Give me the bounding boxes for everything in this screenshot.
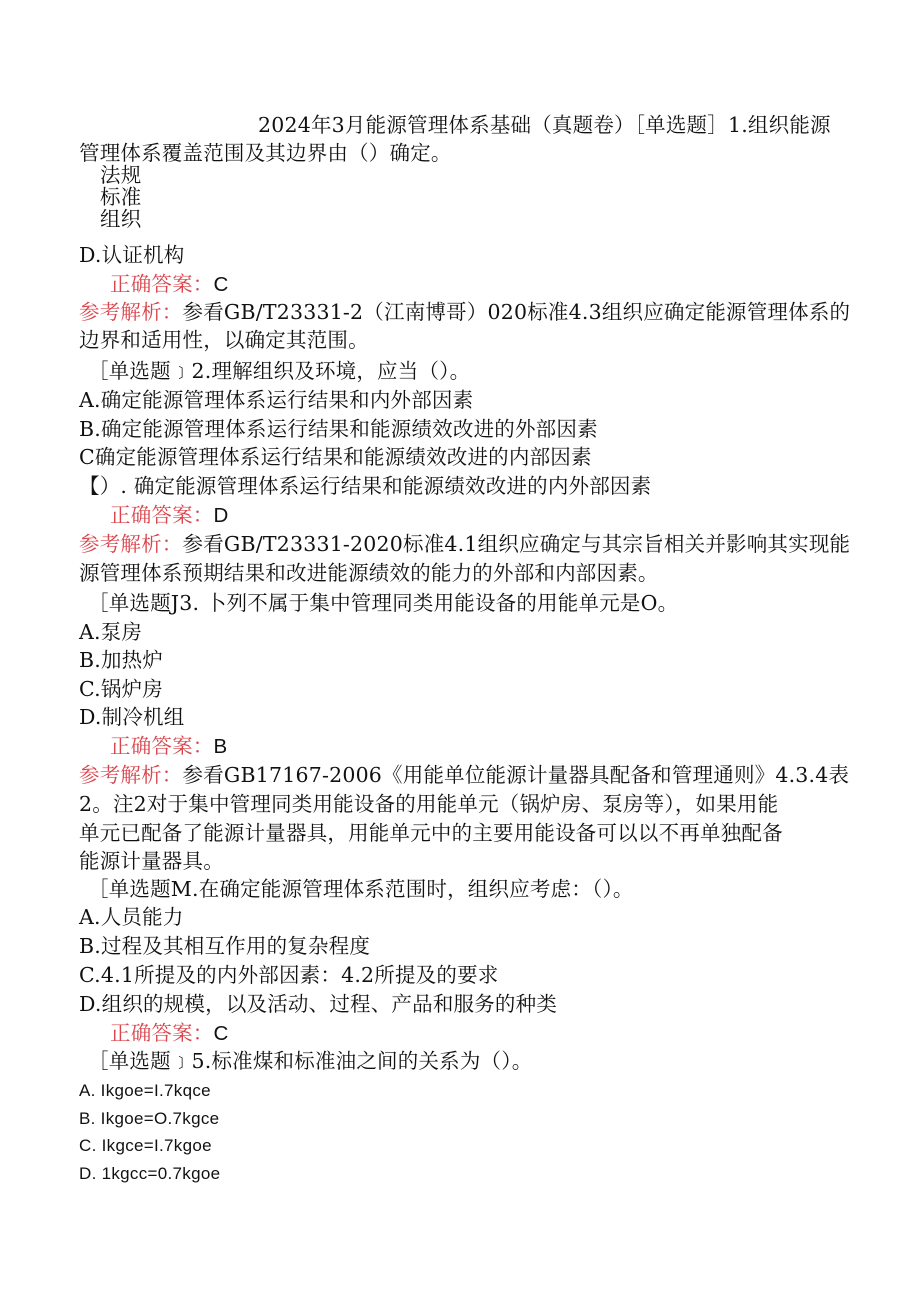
q1-analysis-line-2: 边界和适用性，以确定其范围。 xyxy=(79,328,369,352)
answer-value: C xyxy=(213,1022,229,1045)
analysis-label: 参考解析： xyxy=(79,300,183,324)
analysis-text: 参看GB/T23331-2（江南博哥）020标准4.3组织应确定能源管理体系的 xyxy=(182,300,851,324)
q4-answer xyxy=(110,1020,229,1047)
q3-analysis-line-3: 单元已配备了能源计量器具，用能单元中的主要用能设备可以以不再单独配备 xyxy=(79,821,783,845)
q1-answer xyxy=(110,271,229,298)
q3-option-c: C.锅炉房 xyxy=(79,677,163,701)
q3-stem: ［单选题J3. 卜列不属于集中管理同类用能设备的用能单元是O。 xyxy=(88,591,679,615)
q5-option-c: C. Ikgce=I.7kgoe xyxy=(79,1136,212,1155)
answer-label: 正确答案： xyxy=(110,734,214,758)
q5-option-b: B. Ikgoe=O.7kgce xyxy=(79,1109,220,1128)
q3-option-d: D.制冷机组 xyxy=(79,705,185,729)
q5-option-a: A. Ikgoe=I.7kqce xyxy=(79,1081,211,1100)
q3-option-a: A.泵房 xyxy=(79,620,143,644)
answer-label: 正确答案： xyxy=(110,272,214,296)
q2-analysis-line-1 xyxy=(79,531,850,557)
answer-label: 正确答案： xyxy=(110,503,214,527)
analysis-label: 参考解析： xyxy=(79,763,183,787)
q2-option-b: B.确定能源管理体系运行结果和能源绩效改进的外部因素 xyxy=(79,417,598,441)
analysis-label: 参考解析： xyxy=(79,532,183,556)
q3-analysis-line-1 xyxy=(79,762,849,788)
q4-option-d: D.组织的规模，以及活动、过程、产品和服务的种类 xyxy=(79,992,558,1016)
q1-option-d: D.认证机构 xyxy=(79,243,185,267)
answer-value: B xyxy=(213,735,228,758)
document-title: 2024年3月能源管理体系基础（真题卷）［单选题］1.组织能源 xyxy=(258,113,831,137)
q4-option-a: A.人员能力 xyxy=(79,905,184,929)
answer-label: 正确答案： xyxy=(110,1021,214,1045)
q1-stem: 管理体系覆盖范围及其边界由（）确定。 xyxy=(79,141,452,165)
q1-option-b: 标准 xyxy=(100,185,142,209)
q4-option-b: B.过程及其相互作用的复杂程度 xyxy=(79,934,371,958)
q2-option-a: A.确定能源管理体系运行结果和内外部因素 xyxy=(79,388,474,412)
q5-option-d: D. 1kgcc=0.7kgoe xyxy=(79,1164,221,1183)
q2-option-d: 【）. 确定能源管理体系运行结果和能源绩效改进的内外部因素 xyxy=(79,474,652,498)
q1-option-a: 法规 xyxy=(100,163,142,187)
q4-stem: ［单选题M.在确定能源管理体系范围时，组织应考虑：（）。 xyxy=(88,877,634,901)
q3-answer xyxy=(110,733,227,760)
q5-stem: ［单选题﹞5.标准煤和标准油之间的关系为（）。 xyxy=(88,1049,533,1073)
q2-analysis-line-2: 源管理体系预期结果和改进能源绩效的能力的外部和内部因素。 xyxy=(79,561,659,585)
analysis-text: 参看GB17167-2006《用能单位能源计量器具配备和管理通则》4.3.4表 xyxy=(182,763,850,787)
q4-option-c: C.4.1所提及的内外部因素：4.2所提及的要求 xyxy=(79,963,499,987)
q3-analysis-line-4: 能源计量器具。 xyxy=(79,849,224,873)
q3-option-b: B.加热炉 xyxy=(79,648,164,672)
q2-answer xyxy=(110,502,229,529)
q2-option-c: C确定能源管理体系运行结果和能源绩效改进的内部因素 xyxy=(79,445,592,469)
q3-analysis-line-2: 2。注2对于集中管理同类用能设备的用能单元（锅炉房、泵房等），如果用能 xyxy=(79,792,779,816)
answer-value: D xyxy=(213,504,229,527)
q2-stem: ［单选题﹞2.理解组织及环境，应当（）。 xyxy=(88,359,471,383)
analysis-text: 参看GB/T23331-2020标准4.1组织应确定与其宗旨相关并影响其实现能 xyxy=(182,532,851,556)
answer-value: C xyxy=(213,273,229,296)
q1-analysis-line-1 xyxy=(79,299,850,325)
q1-option-c: 组织 xyxy=(100,207,142,231)
